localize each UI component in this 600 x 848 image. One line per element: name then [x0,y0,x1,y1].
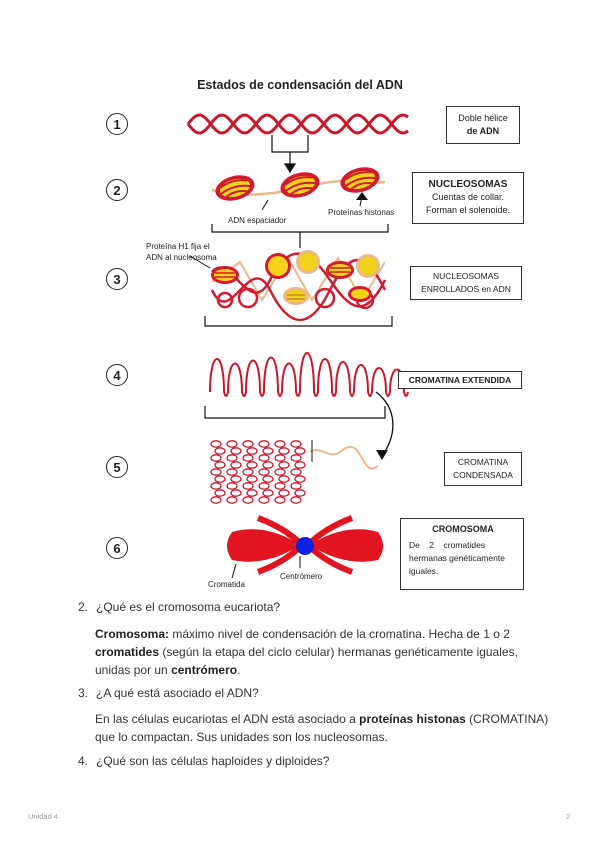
question-2-number: 2. [78,600,89,614]
box-cromosoma [400,518,524,590]
chromatin-coil [279,476,289,482]
step-number-4: 4 [106,364,128,386]
question-4-text: ¿Qué son las células haploides y diploides? [96,754,330,768]
double-helix-icon [188,115,408,133]
chromatin-coil [275,469,285,475]
answer-3-bold-proteinas: proteínas histonas [359,712,466,726]
chromatin-coil [215,462,225,468]
nucleosomes-icon [212,163,385,210]
box-doble-helice-line2: de ADN [466,126,500,136]
step-number-1: 1 [106,113,128,135]
condensed-chromatin-icon [211,440,378,503]
question-4 [78,754,329,768]
caption-centromero: Centrómero [280,572,323,581]
bracket-4-icon [205,406,385,418]
chromatin-coil [291,441,301,447]
chromatin-coil [227,469,237,475]
box-nucleosomas-enrollados-line2: ENROLLADOS en ADN [421,284,511,294]
chromatin-coil [211,455,221,461]
chromatin-coil [295,448,305,454]
answer-2-term: Cromosoma: [95,627,170,641]
box-cromosoma-title: CROMOSOMA [432,524,494,534]
chromatin-coil [215,448,225,454]
box-nucleosomas-enrollados [410,266,522,300]
question-3-text: ¿A qué está asociado el ADN? [96,686,259,700]
box-cromosoma-line2: hermanas genéticamente [409,553,505,563]
bracket-2-icon [212,224,388,248]
chromatin-coil [275,497,285,503]
answer-2-text-2: (según la etapa del ciclo celular) hermanas genéticamente iguales, unidas por un [95,645,518,677]
chromatin-coil [231,490,241,496]
chromatin-coil [231,462,241,468]
answer-3 [95,710,555,746]
chromatin-coil [247,476,257,482]
chromatin-coil [291,469,301,475]
chromatin-coil [211,483,221,489]
footer-page-number: 2 [566,812,571,821]
answer-2 [95,625,555,679]
chromatin-coil [259,441,269,447]
chromatin-coil [247,448,257,454]
caption-proteina-h1-line2: ADN al nucleosoma [146,253,217,262]
chromatin-coil [263,448,273,454]
caption-proteinas-histonas: Proteínas histonas [328,208,395,217]
question-3 [78,686,259,700]
answer-3-text-1: En las células eucariotas el ADN está asociado a [95,712,360,726]
answer-2-text-3: . [237,663,241,677]
question-2 [78,600,280,614]
chromatin-coil [243,455,253,461]
chromatin-coil [263,462,273,468]
chromatin-coil [231,476,241,482]
chromosome-icon [227,518,383,578]
coiled-nucleosomes-icon [211,250,385,320]
chromatin-coil [231,448,241,454]
chromatin-coil [275,441,285,447]
chromatin-coil [259,497,269,503]
chromatin-coil [227,455,237,461]
chromatin-coil [247,490,257,496]
box-cromatina-extendida: CROMATINA EXTENDIDA [398,371,522,389]
box-nucleosomas-line1: Cuentas de collar. [431,192,505,202]
box-nucleosomas [412,172,524,224]
chromatin-coil [227,441,237,447]
caption-proteina-h1-line1: Proteína H1 fija el [146,242,210,251]
step-number-6: 6 [106,537,128,559]
chromatin-coil [291,483,301,489]
box-doble-helice [446,106,520,144]
box-doble-helice-line1: Doble hélice [458,113,508,123]
chromatin-coil [279,448,289,454]
chromatin-coil [291,497,301,503]
box-nucleosomas-line2: Forman el solenoide. [425,205,511,215]
chromatin-coil [263,476,273,482]
answer-2-bold-cromatides: cromatides [95,645,160,659]
chromatin-coil [243,483,253,489]
chromatin-coil [243,441,253,447]
chromatin-coil [291,455,301,461]
caption-adn-espaciador: ADN espaciador [228,216,287,225]
box-nucleosomas-title: NUCLEOSOMAS [428,179,508,190]
step-number-5: 5 [106,456,128,478]
chromatin-coil [227,497,237,503]
question-3-number: 3. [78,686,89,700]
box-cromatina-condensada-line1: CROMATINA [457,457,509,467]
chromatin-coil [275,483,285,489]
chromatin-coil [259,469,269,475]
chromatin-coil [263,490,273,496]
box-nucleosomas-enrollados-line1: NUCLEOSOMAS [432,271,500,281]
extended-chromatin-icon [210,353,408,396]
question-4-number: 4. [78,754,89,768]
chromatin-coil [275,455,285,461]
chromatin-coil [215,490,225,496]
chromatin-coil [243,469,253,475]
step-number-2: 2 [106,179,128,201]
chromatin-coil [227,483,237,489]
chromatin-coil [279,462,289,468]
centromere-icon [296,537,314,555]
footer-unit: Unidad 4 [28,812,59,821]
answer-3-text-2: (CROMATINA) que lo compactan. Sus unidades son los nucleosomas. [95,712,549,744]
chromatin-coil [211,497,221,503]
chromatin-coil [211,441,221,447]
box-cromosoma-line3: iguales. [409,566,439,576]
box-cromatina-condensada [444,452,522,486]
figure-title: Estados de condensación del ADN [197,78,403,92]
box-cromatina-condensada-line2: CONDENSADA [453,470,513,480]
question-2-text: ¿Qué es el cromosoma eucariota? [96,600,281,614]
caption-cromatida: Cromatida [208,580,245,589]
chromatin-coil [259,455,269,461]
chromatin-coil [295,490,305,496]
chromatin-coil [211,469,221,475]
answer-2-text-1: máximo nivel de condensación de la cromatina. Hecha de 1 o 2 [169,627,510,641]
chromatin-coil [279,490,289,496]
chromatin-coil [295,476,305,482]
chromatin-coil [215,476,225,482]
chromatin-coil [259,483,269,489]
bracket-1-icon [272,135,308,172]
chromatin-coil [243,497,253,503]
chromatin-coil [295,462,305,468]
box-cromosoma-line1: De 2 cromatides [409,540,486,550]
answer-2-bold-centromero: centrómero [171,663,238,677]
chromatin-coil [247,462,257,468]
step-number-3: 3 [106,268,128,290]
